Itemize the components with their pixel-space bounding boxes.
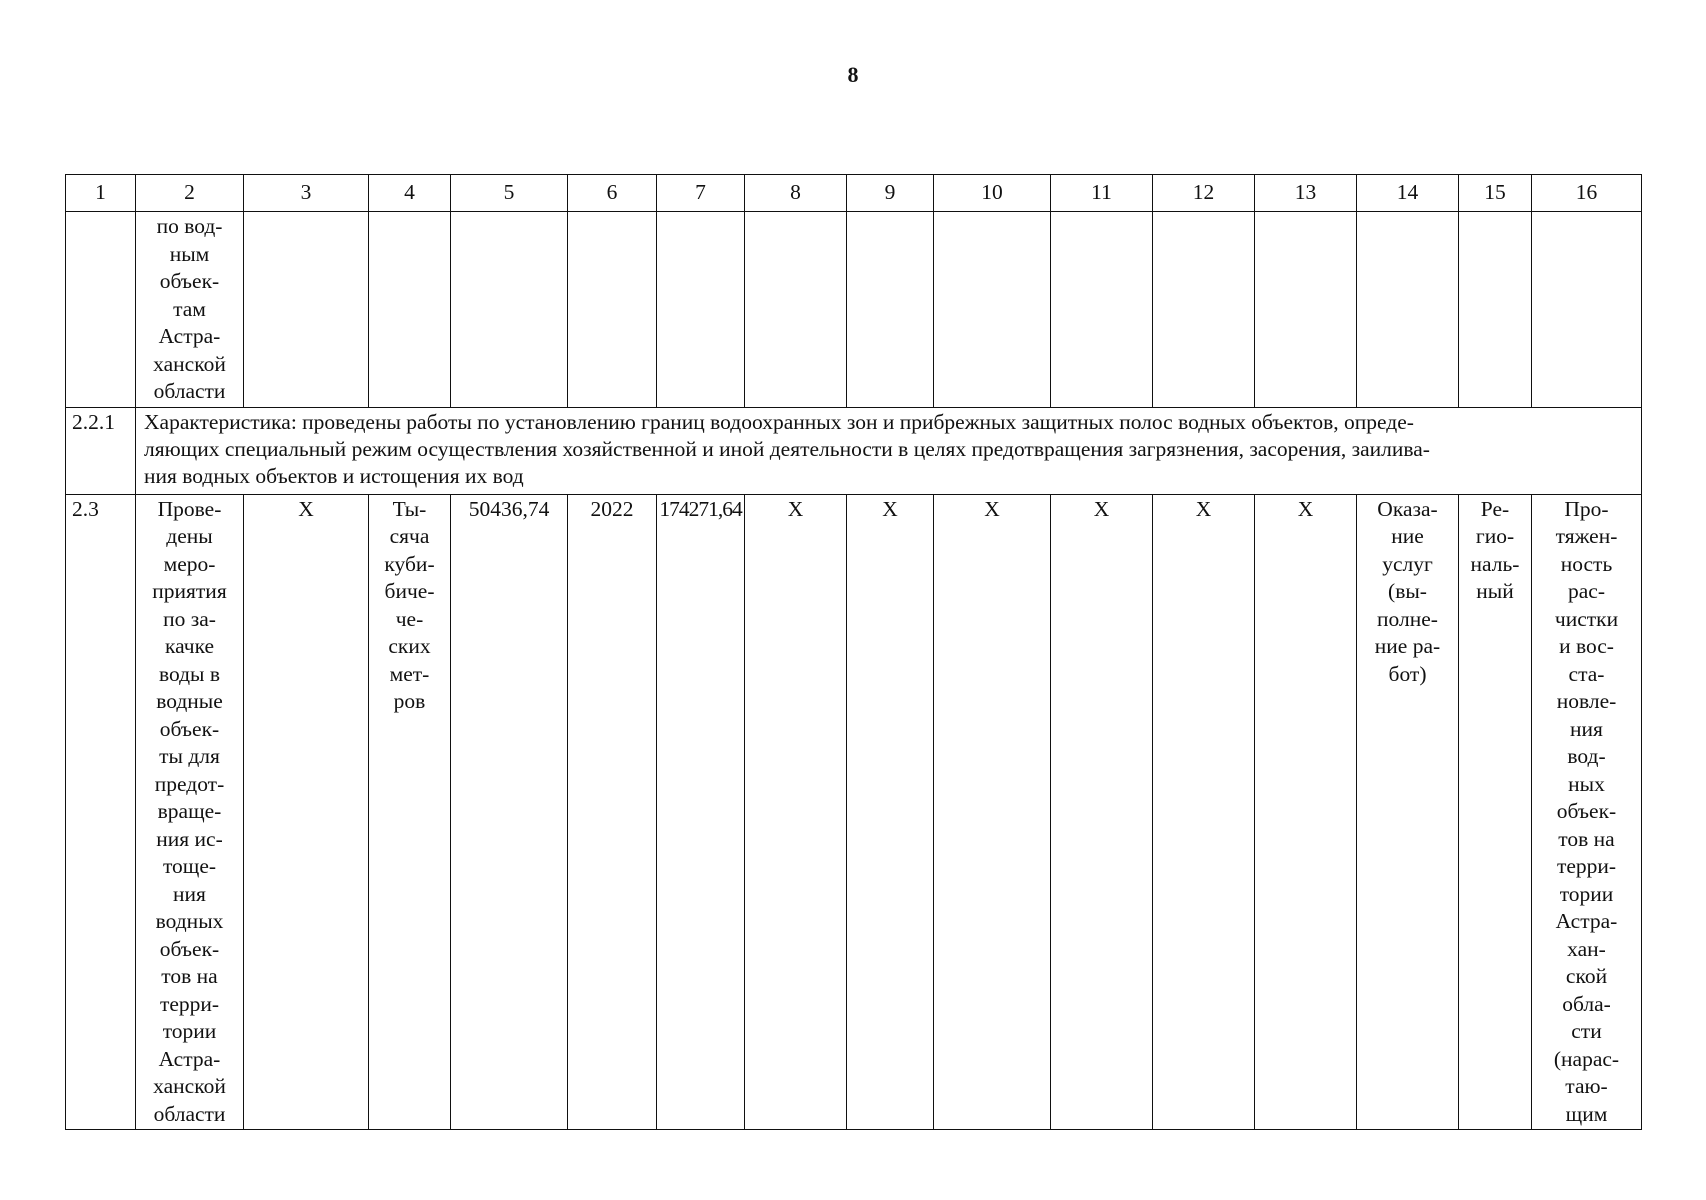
cell-col13: X (1255, 494, 1357, 1130)
text-line: тов на (1558, 826, 1615, 851)
cell-empty (244, 212, 369, 408)
text-line: ния ис- (156, 826, 223, 851)
text-line: ние (1391, 524, 1424, 548)
text-line: хан- (1567, 936, 1606, 961)
column-number: 11 (1051, 175, 1153, 212)
text-line: полне- (1377, 606, 1438, 631)
text-line: ным (169, 241, 210, 266)
text-line: гио- (1475, 524, 1515, 548)
text-line: тов на (161, 964, 218, 988)
text-line: вод- (1567, 744, 1606, 768)
text-line: Ты- (392, 496, 427, 521)
cell-empty (1357, 212, 1459, 408)
cell-characteristic (1532, 494, 1642, 1130)
text-line: Про- (1564, 496, 1609, 521)
cell-col11: X (1051, 494, 1153, 1130)
text-line: бот) (1388, 661, 1427, 686)
text-line: услуг (1382, 551, 1433, 576)
text-line: ста- (1568, 661, 1605, 686)
column-number: 7 (657, 175, 745, 212)
table-row-2-2-1 (66, 407, 1642, 494)
text-line: рас- (1568, 579, 1605, 603)
text-line: таю- (1565, 1074, 1608, 1098)
column-number: 14 (1357, 175, 1459, 212)
text-line: там (173, 296, 206, 321)
column-number: 13 (1255, 175, 1357, 212)
text-line: Астра- (158, 324, 221, 348)
cell-empty (1051, 212, 1153, 408)
text-line: Астра- (158, 1046, 221, 1071)
cell-empty (66, 212, 136, 408)
column-number: 12 (1153, 175, 1255, 212)
cell-empty (847, 212, 934, 408)
text-line: враще- (157, 799, 222, 823)
text-line: сяча (389, 524, 430, 548)
page-number: 8 (847, 62, 859, 87)
text-line: объек- (159, 936, 220, 961)
column-number: 9 (847, 175, 934, 212)
text-line: Ре- (1480, 496, 1510, 521)
cell-unit (369, 494, 451, 1130)
text-line: тоще- (162, 854, 217, 878)
text-line: объек- (1556, 799, 1617, 823)
text-line: тории (1559, 881, 1614, 906)
text-line: сти (1571, 1019, 1602, 1043)
text-line: меро- (163, 551, 216, 576)
text-line: ния водных объектов и истощения их вод (144, 463, 524, 488)
table-row-continuation (66, 212, 1642, 408)
cell-col5: 50436,74 (451, 494, 568, 1130)
text-line: водные (156, 689, 223, 713)
text-line: ты для (159, 744, 220, 768)
text-line: че- (395, 606, 424, 631)
column-number: 5 (451, 175, 568, 212)
column-number: 15 (1459, 175, 1532, 212)
text-line: (нарас- (1553, 1046, 1620, 1071)
text-line: и вос- (1559, 634, 1614, 658)
cell-col7: 174271,64 (657, 494, 745, 1130)
cell-empty (451, 212, 568, 408)
text-line: наль- (1470, 551, 1520, 576)
text-line: качке (164, 634, 215, 658)
column-number: 3 (244, 175, 369, 212)
cell-col3: X (244, 494, 369, 1130)
row-number: 2.3 (66, 494, 136, 1130)
cell-col9: X (847, 494, 934, 1130)
text-line: ханской (153, 351, 226, 376)
cell-empty (934, 212, 1051, 408)
text-line: предот- (154, 771, 225, 796)
text-line: чистки (1554, 606, 1619, 631)
cell-empty (657, 212, 745, 408)
cell-empty (1255, 212, 1357, 408)
text-line: обла- (1562, 991, 1611, 1016)
column-number: 1 (66, 175, 136, 212)
text-line: мет- (389, 661, 430, 686)
text-line: ние ра- (1374, 634, 1441, 658)
cell-result-type (1357, 494, 1459, 1130)
text-line: ской (1565, 964, 1608, 988)
text-line: терри- (1556, 854, 1617, 878)
column-number: 16 (1532, 175, 1642, 212)
text-line: куби- (384, 551, 435, 576)
table-row-2-3 (66, 494, 1642, 1130)
text-line: щим (1565, 1101, 1608, 1126)
cell-empty (369, 212, 451, 408)
column-number-row (66, 175, 1642, 212)
text-line: водных (155, 909, 224, 933)
text-line: воды в (158, 661, 221, 686)
text-line: тории (162, 1019, 217, 1043)
text-line: ров (393, 689, 426, 713)
text-line: области (153, 379, 226, 403)
text-line: ния (1570, 716, 1603, 741)
column-number: 2 (136, 175, 244, 212)
cell-level (1459, 494, 1532, 1130)
text-line: объек- (159, 716, 220, 741)
text-line: Оказа- (1377, 496, 1438, 521)
cell-empty (568, 212, 657, 408)
cell-empty (745, 212, 847, 408)
text-line: ность (1560, 551, 1613, 576)
text-line: Прове- (157, 496, 222, 521)
cell-year: 2022 (568, 494, 657, 1130)
text-line: ния (173, 881, 206, 906)
text-line: тяжен- (1555, 524, 1618, 548)
text-line: области (153, 1101, 226, 1126)
cell-col8: X (745, 494, 847, 1130)
column-number: 10 (934, 175, 1051, 212)
cell-col12: X (1153, 494, 1255, 1130)
cell-name-continuation (136, 212, 244, 408)
text-line: Характеристика: проведены работы по установлению границ водоохранных зон и прибрежных защитных полос водных объектов, опреде- (144, 409, 1414, 434)
column-number: 6 (568, 175, 657, 212)
column-number: 8 (745, 175, 847, 212)
text-line: новле- (1556, 689, 1617, 713)
text-line: по вод- (156, 214, 223, 238)
cell-result-name (136, 494, 244, 1130)
text-line: ный (1476, 579, 1514, 603)
cell-empty (1459, 212, 1532, 408)
row-number: 2.2.1 (66, 407, 136, 494)
text-line: терри- (159, 991, 220, 1016)
text-line: дены (166, 524, 213, 548)
cell-empty (1153, 212, 1255, 408)
characteristic-text (136, 407, 1642, 494)
column-number: 4 (369, 175, 451, 212)
text-line: ханской (153, 1074, 226, 1098)
text-line: объек- (159, 269, 220, 293)
text-line: приятия (152, 579, 227, 603)
text-line: ных (1568, 771, 1605, 796)
text-line: биче- (384, 579, 435, 603)
text-line: Астра- (1555, 909, 1618, 933)
text-line: по за- (163, 606, 216, 631)
program-table (65, 174, 1642, 1130)
text-line: ских (388, 634, 431, 658)
text-line: ляющих специальный режим осуществления хозяйственной и иной деятельности в целях предотвращения загрязнения, засорения, заилива- (144, 436, 1430, 461)
cell-empty (1532, 212, 1642, 408)
cell-col10: X (934, 494, 1051, 1130)
text-line: (вы- (1388, 579, 1427, 603)
